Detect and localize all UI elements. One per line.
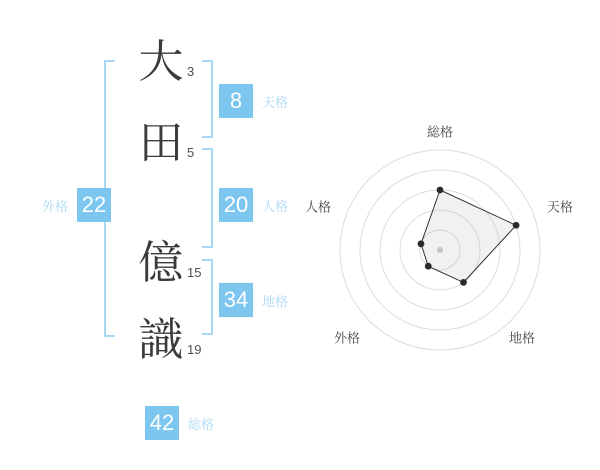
radar-axis-label: 外格	[333, 330, 361, 346]
gaikaku-value-box: 22	[77, 188, 111, 222]
tenkaku-bracket	[202, 60, 213, 138]
jinkaku-bracket	[202, 148, 213, 248]
chikaku-label: 地格	[262, 293, 289, 309]
name-character-1: 大	[138, 36, 184, 87]
radar-axis-label: 地格	[508, 330, 536, 346]
stroke-count-3: 15	[187, 265, 202, 280]
radar-data-point	[425, 263, 432, 270]
soukaku-label: 総格	[188, 416, 215, 432]
fortune-radar-chart	[295, 105, 585, 395]
radar-polygon	[421, 190, 516, 282]
name-char-row-2	[138, 117, 195, 168]
jinkaku-label: 人格	[262, 198, 289, 214]
tenkaku-label: 天格	[262, 94, 289, 110]
name-character-2: 田	[138, 117, 184, 168]
radar-axis-label: 天格	[546, 199, 574, 215]
radar-data-point	[460, 279, 467, 286]
tenkaku-row	[219, 84, 288, 118]
name-char-row-3	[138, 237, 202, 288]
name-char-row-4	[138, 314, 202, 365]
stroke-count-4: 19	[187, 342, 202, 357]
chikaku-bracket	[202, 259, 213, 335]
radar-data-point	[418, 240, 425, 247]
name-character-3: 億	[138, 237, 184, 288]
radar-data-point	[437, 187, 444, 194]
stroke-count-1: 3	[187, 64, 195, 79]
chikaku-value-box: 34	[219, 283, 253, 317]
name-character-4: 識	[138, 314, 184, 365]
soukaku-row	[145, 406, 214, 440]
radar-axis-label: 人格	[304, 199, 332, 215]
tenkaku-value-box: 8	[219, 84, 253, 118]
radar-data-point	[513, 222, 520, 229]
jinkaku-value-box: 20	[219, 188, 253, 222]
radar-axis-label: 総格	[426, 124, 454, 140]
gaikaku-label: 外格	[42, 198, 69, 214]
stroke-count-2: 5	[187, 145, 195, 160]
gaikaku-row	[42, 188, 111, 222]
jinkaku-row	[219, 188, 288, 222]
name-char-row-1	[138, 36, 195, 87]
chikaku-row	[219, 283, 288, 317]
soukaku-value-box: 42	[145, 406, 179, 440]
radar-center-dot	[437, 247, 443, 253]
